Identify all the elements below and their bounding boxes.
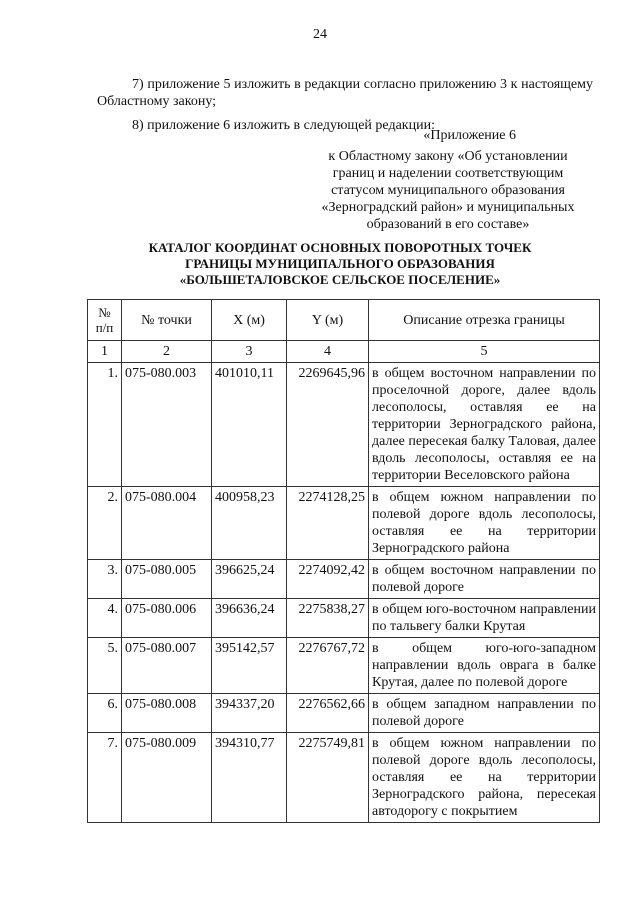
x-coordinate: 396625,24 [212, 560, 287, 599]
header-description: Описание отрезка границы [369, 300, 600, 341]
point-id: 075-080.004 [122, 487, 212, 560]
table-row [88, 638, 600, 694]
point-id: 075-080.003 [122, 363, 212, 487]
x-coordinate: 401010,11 [212, 363, 287, 487]
table-row [88, 487, 600, 560]
segment-description: в общем южном направлении по полевой дороге вдоль лесополосы, оставляя ее на территории Зерноградского района [369, 487, 600, 560]
header-point-number: № точки [122, 300, 212, 341]
y-coordinate: 2275838,27 [287, 599, 369, 638]
table-row [88, 363, 600, 487]
row-number: 2. [88, 487, 122, 560]
x-coordinate: 400958,23 [212, 487, 287, 560]
y-coordinate: 2275749,81 [287, 733, 369, 823]
catalog-title-line: ГРАНИЦЫ МУНИЦИПАЛЬНОГО ОБРАЗОВАНИЯ [185, 256, 495, 271]
segment-description: в общем восточном направлении по проселочной дороге, далее вдоль лесополосы, оставляя ее на территории Зерноградского района, далее пересекая балку Таловая, далее вдоль лесополосы, оставляя ее на территории Веселовского района [369, 363, 600, 487]
row-number: 5. [88, 638, 122, 694]
appendix-ref-line: образований в его составе» [366, 217, 530, 232]
point-id: 075-080.007 [122, 638, 212, 694]
row-number: 4. [88, 599, 122, 638]
header-row-number [88, 300, 122, 341]
y-coordinate: 2276767,72 [287, 638, 369, 694]
column-number: 1 [88, 341, 122, 363]
segment-description: в общем юго-восточном направлении по тальвегу балки Крутая [369, 599, 600, 638]
row-number: 7. [88, 733, 122, 823]
point-id: 075-080.009 [122, 733, 212, 823]
point-id: 075-080.008 [122, 694, 212, 733]
segment-description: в общем западном направлении по полевой дороге [369, 694, 600, 733]
paragraph-item-7: 7) приложение 5 изложить в редакции согласно приложению 3 к настоящему Областному закону; [97, 77, 593, 109]
segment-description: в общем южном направлении по полевой дороге вдоль лесополосы, оставляя ее на территории Зерноградского района, пересекая автодорогу с покрытием [369, 733, 600, 823]
page-number: 24 [313, 27, 327, 42]
catalog-title-line: КАТАЛОГ КООРДИНАТ ОСНОВНЫХ ПОВОРОТНЫХ ТОЧЕК [148, 240, 532, 255]
y-coordinate: 2274092,42 [287, 560, 369, 599]
segment-description: в общем юго-юго-западном направлении вдоль оврага в балке Крутая, далее по полевой дороге [369, 638, 600, 694]
header-number-sign: № [98, 305, 111, 320]
column-number: 3 [212, 341, 287, 363]
segment-description: в общем восточном направлении по полевой дороге [369, 560, 600, 599]
table-row [88, 694, 600, 733]
table-row [88, 599, 600, 638]
column-number: 4 [287, 341, 369, 363]
row-number: 3. [88, 560, 122, 599]
table-row [88, 560, 600, 599]
appendix-ref-line: статусом муниципального образования [331, 183, 565, 198]
row-number: 6. [88, 694, 122, 733]
column-number: 2 [122, 341, 212, 363]
row-number: 1. [88, 363, 122, 487]
table-header-row [88, 300, 600, 341]
x-coordinate: 394337,20 [212, 694, 287, 733]
appendix-heading: «Приложение 6 [423, 128, 516, 143]
column-number: 5 [369, 341, 600, 363]
point-id: 075-080.005 [122, 560, 212, 599]
appendix-reference [300, 148, 596, 233]
x-coordinate: 395142,57 [212, 638, 287, 694]
x-coordinate: 394310,77 [212, 733, 287, 823]
x-coordinate: 396636,24 [212, 599, 287, 638]
y-coordinate: 2274128,25 [287, 487, 369, 560]
paragraph-item-8: 8) приложение 6 изложить в следующей редакции: [132, 118, 435, 133]
column-number-row [88, 341, 600, 363]
header-pp: п/п [95, 320, 114, 335]
appendix-ref-line: «Зерноградский район» и муниципальных [321, 200, 575, 215]
appendix-ref-line: границ и наделении соответствующим [332, 166, 564, 181]
coordinates-table [87, 299, 600, 823]
y-coordinate: 2269645,96 [287, 363, 369, 487]
catalog-title [100, 240, 580, 288]
y-coordinate: 2276562,66 [287, 694, 369, 733]
appendix-ref-line: к Областному закону «Об установлении [328, 149, 568, 164]
header-y: Y (м) [287, 300, 369, 341]
catalog-title-line: «БОЛЬШЕТАЛОВСКОЕ СЕЛЬСКОЕ ПОСЕЛЕНИЕ» [179, 272, 501, 287]
point-id: 075-080.006 [122, 599, 212, 638]
header-x: X (м) [212, 300, 287, 341]
table-row [88, 733, 600, 823]
